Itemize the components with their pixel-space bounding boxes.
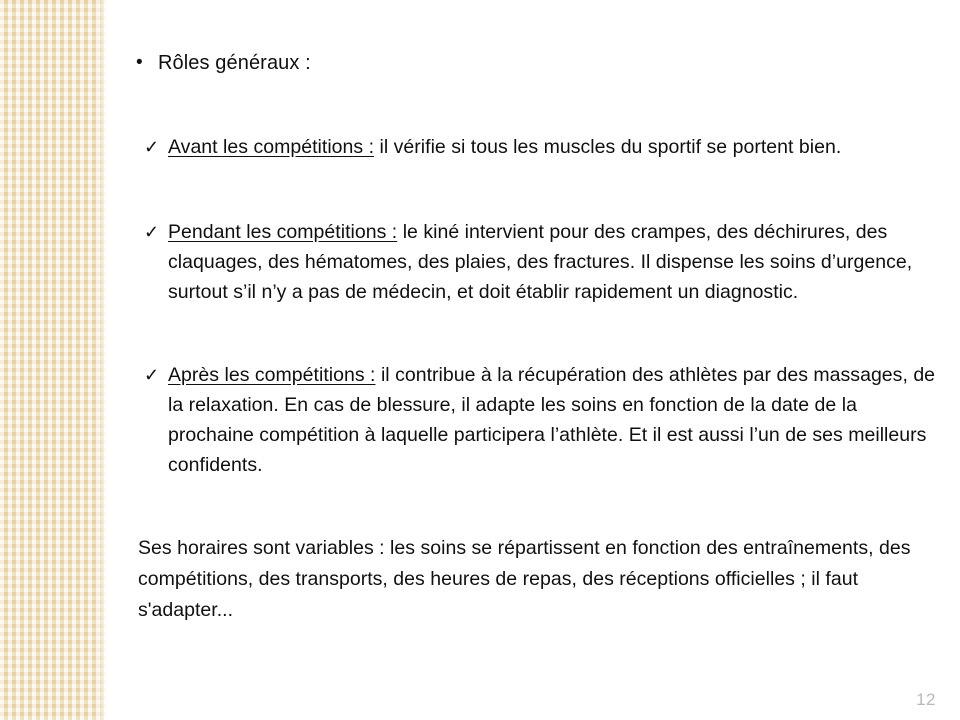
slide-content-area xyxy=(108,0,960,720)
bullet-text-roles-generaux: Rôles généraux : xyxy=(158,52,311,74)
bullet-text-pendant-competitions xyxy=(168,217,938,307)
lead-label-avant: Avant les compétitions : xyxy=(168,136,375,158)
bullet-item-pendant-competitions xyxy=(138,217,938,307)
page-number: 12 xyxy=(916,690,936,709)
lead-label-apres: Après les compétitions : xyxy=(168,364,376,386)
bullet-item-avant-competitions xyxy=(138,132,938,162)
checkmark-icon: ✓ xyxy=(144,137,160,157)
lead-label-pendant: Pendant les compétitions : xyxy=(168,221,398,243)
checkmark-icon: ✓ xyxy=(144,365,160,385)
checkmark-icon: ✓ xyxy=(144,222,160,242)
paragraph-horaires: Ses horaires sont variables : les soins se répartissent en fonction des entraînements, des compétitions, des transports, des heures de repas, des réceptions officielles ; il faut s'adapter... xyxy=(138,537,911,621)
bullet-dot-icon: • xyxy=(136,52,143,73)
bullet-item-roles-generaux xyxy=(130,48,930,78)
body-text-pendant: le kiné intervient pour des crampes, des déchirures, des claquages, des hématomes, des plaies, des fractures. Il dispense les soins d’urgence, surtout s’il n’y a pas de médecin, et doit établir rapidement un diagnostic. xyxy=(168,221,913,303)
bullet-item-apres-competitions xyxy=(138,360,938,480)
body-text-apres: il contribue à la récupération des athlètes par des massages, de la relaxation. En cas de blessure, il adapte les soins en fonction de la date de la prochaine compétition à laquelle participera l’athlète. Et il est aussi l’un de ses meilleurs confidents. xyxy=(168,364,936,476)
bullet-text-apres-competitions xyxy=(168,360,938,480)
decorative-sidebar-band xyxy=(0,0,108,720)
bullet-text-avant-competitions xyxy=(168,132,841,162)
body-text-avant: il vérifie si tous les muscles du sportif se portent bien. xyxy=(374,136,842,158)
